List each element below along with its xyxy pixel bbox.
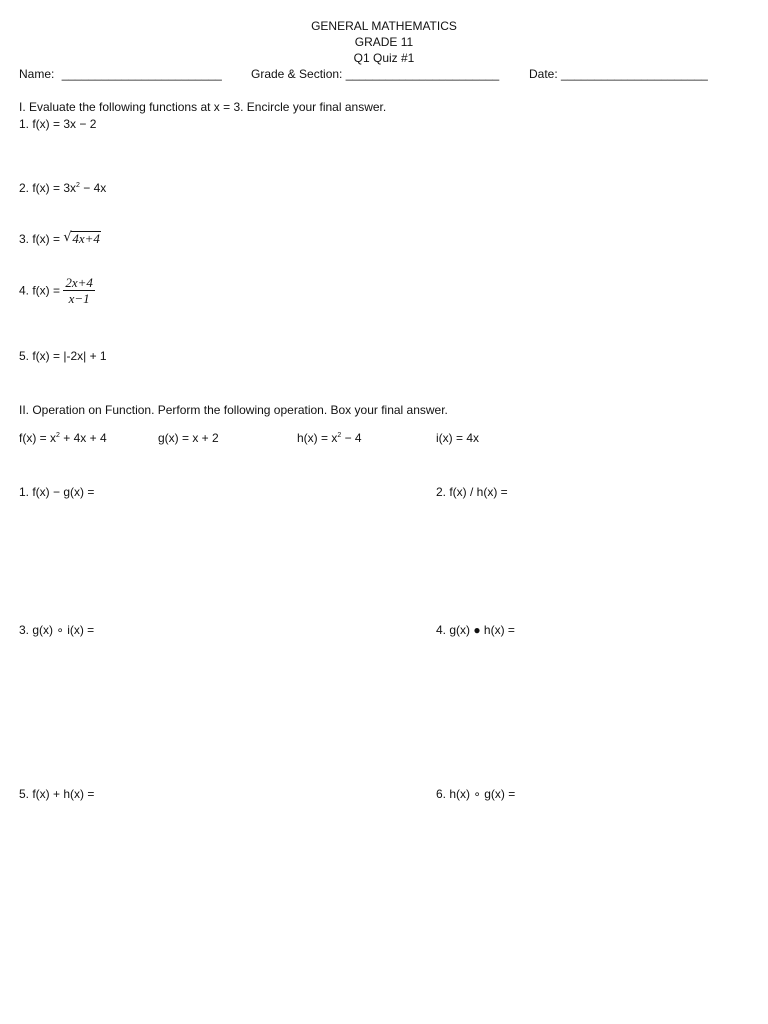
part2-instruction: II. Operation on Function. Perform the following operation. Box your final answer.: [19, 403, 448, 417]
f-exponent: 2: [56, 432, 60, 439]
name-label: Name:: [19, 67, 55, 81]
part1-item-4: [19, 275, 95, 306]
part2-question-4: 4. g(x) ● h(x) =: [436, 623, 515, 637]
date-field: [529, 66, 708, 82]
function-g-definition: g(x) = x + 2: [158, 431, 219, 445]
date-blank[interactable]: ______________________: [561, 67, 708, 81]
function-h-definition: [297, 430, 362, 446]
h-rest: − 4: [341, 431, 362, 445]
grade-section-label: Grade & Section:: [251, 67, 343, 81]
part1-item-2-rest: − 4x: [79, 181, 107, 195]
function-i-definition: i(x) = 4x: [436, 431, 480, 445]
fraction-denominator: x−1: [68, 291, 90, 306]
part2-question-1: 1. f(x) − g(x) =: [19, 485, 95, 499]
part1-item-2: [19, 180, 106, 196]
name-field: [19, 66, 222, 82]
part2-question-5: 5. f(x) + h(x) =: [19, 787, 95, 801]
part1-item-1: 1. f(x) = 3x − 2: [19, 117, 97, 131]
quiz-label: Q1 Quiz #1: [353, 51, 415, 65]
h-base: h(x) = x: [297, 431, 338, 445]
part1-item-5: 5. f(x) = |-2x| + 1: [19, 349, 107, 363]
grade-section-field: [251, 66, 499, 82]
part2-question-6: 6. h(x) ∘ g(x) =: [436, 787, 516, 801]
part1-item-2-exponent: 2: [76, 182, 80, 189]
function-f-definition: [19, 430, 107, 446]
part2-question-3: 3. g(x) ∘ i(x) =: [19, 623, 95, 637]
radicand: 4x+4: [72, 231, 100, 246]
part1-item-3: [19, 231, 101, 247]
f-rest: + 4x + 4: [59, 431, 107, 445]
grade-level: GRADE 11: [354, 35, 414, 49]
part2-question-2: 2. f(x) / h(x) =: [436, 485, 508, 499]
part1-item-3-label: 3. f(x) =: [19, 232, 64, 246]
date-label: Date:: [529, 67, 558, 81]
h-exponent: 2: [337, 432, 342, 439]
f-base: f(x) = x: [19, 431, 57, 445]
name-blank[interactable]: ________________________: [61, 67, 222, 81]
part1-item-2-base: 2. f(x) = 3x: [19, 181, 77, 195]
radical-icon: √: [63, 230, 72, 245]
document-title: GENERAL MATHEMATICS: [311, 19, 457, 33]
part1-item-4-label: 4. f(x) =: [19, 283, 64, 298]
fraction-expression: [63, 275, 95, 306]
fraction-numerator: 2x+4: [65, 275, 93, 290]
square-root-expression: [63, 231, 101, 247]
part1-instruction: I. Evaluate the following functions at x = 3. Encircle your final answer.: [19, 100, 387, 114]
grade-section-blank[interactable]: _______________________: [345, 67, 500, 81]
